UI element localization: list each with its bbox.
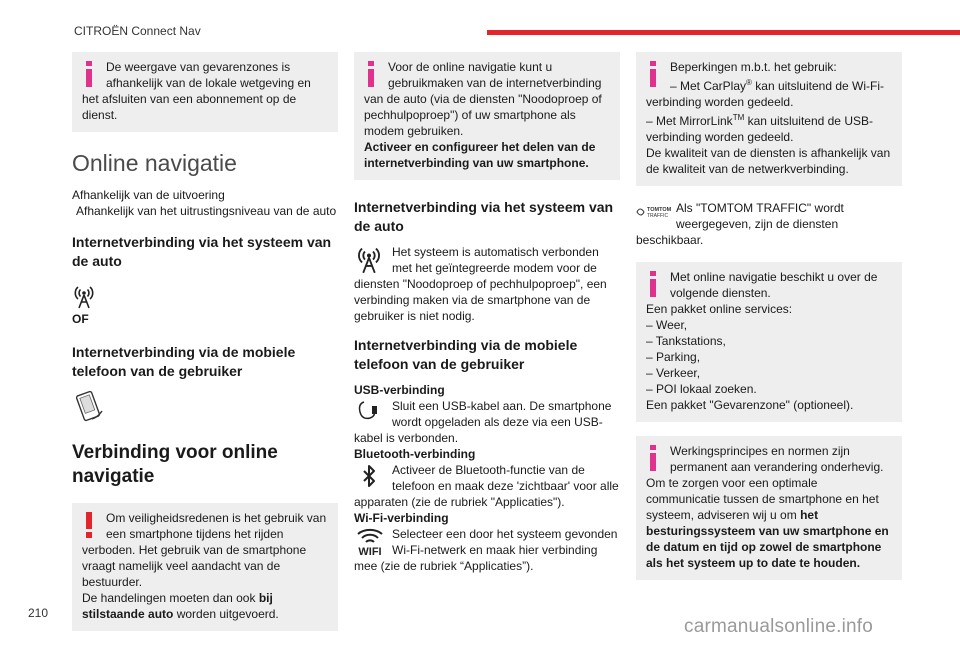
info-text: De weergave van gevarenzones is afhankelijk van de lokale wetgeving en het afsluiten van een abonnement op de dienst. bbox=[82, 60, 311, 122]
network-icon bbox=[72, 283, 96, 307]
limits-title: Beperkingen m.b.t. het gebruik: bbox=[670, 60, 837, 74]
info-icon bbox=[646, 61, 664, 87]
header-title: CITROËN Connect Nav bbox=[74, 24, 201, 38]
limits-mirrorlink: – Met MirrorLink™ kan uitsluitend de USB-verbinding worden gedeeld. bbox=[646, 113, 873, 144]
services-pack: Een pakket online services: bbox=[646, 302, 793, 316]
header-bar bbox=[487, 30, 960, 35]
info-box-online-navigation bbox=[354, 52, 620, 180]
column-1 bbox=[72, 52, 338, 645]
or-label: OF bbox=[72, 312, 89, 326]
services-hazard: Een pakket "Gevarenzone" (optioneel). bbox=[646, 398, 854, 412]
heading-phone-connection: Internetverbinding via de mobiele telefoon van de gebruiker bbox=[72, 344, 296, 379]
system-paragraph bbox=[354, 244, 620, 324]
info-box-limitations bbox=[636, 52, 902, 186]
watermark: carmanualsonline.info bbox=[684, 616, 874, 637]
heading-connection-online-navigation: Verbinding voor online navigatie bbox=[72, 442, 278, 487]
limits-carplay: – Met CarPlay® kan uitsluitend de Wi-Fi-verbinding worden gedeeld. bbox=[646, 78, 884, 109]
warning-box-safety bbox=[72, 503, 338, 631]
usb-text: Sluit een USB-kabel aan. De smartphone wordt opgeladen als deze via een USB-kabel is verbonden. bbox=[354, 399, 612, 445]
svg-text:TRAFFIC: TRAFFIC bbox=[647, 213, 669, 219]
warning-icon bbox=[82, 512, 100, 538]
info-icon bbox=[646, 271, 664, 297]
service-item: – Tankstations, bbox=[646, 334, 726, 348]
info-box-hazard-zones bbox=[72, 52, 338, 132]
usb-cable-icon bbox=[354, 398, 388, 424]
bluetooth-paragraph bbox=[354, 462, 620, 510]
wifi-icon-label: WIFI bbox=[358, 546, 382, 556]
heading-system-connection: Internetverbinding via het systeem van de auto bbox=[72, 234, 332, 269]
section-title-online-navigation: Online navigatie bbox=[72, 150, 237, 176]
availability-1: Afhankelijk van de uitvoering bbox=[72, 188, 225, 202]
principles-text-1: Werkingsprincipes en normen zijn permanent aan verandering onderhevig. bbox=[670, 444, 884, 474]
tomtom-traffic-logo bbox=[636, 204, 672, 220]
availability-2: Afhankelijk van het uitrustingsniveau van de auto bbox=[76, 204, 337, 218]
info-icon bbox=[364, 61, 382, 87]
wifi-icon bbox=[354, 526, 388, 556]
wifi-text: Selecteer een door het systeem gevonden Wi-Fi-netwerk en maak hier verbinding mee (zie de rubriek “Applicaties”). bbox=[354, 527, 618, 573]
usb-title: USB-verbinding bbox=[354, 383, 445, 397]
page-number: 210 bbox=[28, 606, 49, 620]
service-item: – Weer, bbox=[646, 318, 688, 332]
svg-text:TOMTOM: TOMTOM bbox=[647, 207, 672, 213]
info-text-bold: Activeer en configureer het delen van de internetverbinding van uw smartphone. bbox=[364, 140, 596, 170]
usb-paragraph bbox=[354, 398, 620, 446]
warning-text-1: Om veiligheidsredenen is het gebruik van een smartphone tijdens het rijden verboden. Het gebruik van de smartphone vraagt namelijk veel aandacht van de bestuurder. bbox=[82, 511, 327, 589]
system-text: Het systeem is automatisch verbonden met het geïntegreerde modem voor de diensten "Noodoproep of pechhulpoproep", een verbinding maken via de smartphone van de gebruiker is niet nodig. bbox=[354, 245, 607, 323]
heading-system-connection: Internetverbinding via het systeem van de auto bbox=[354, 199, 614, 234]
info-icon bbox=[82, 61, 100, 87]
tomtom-text: Als "TOMTOM TRAFFIC" wordt weergegeven, zijn de diensten beschikbaar. bbox=[636, 201, 844, 247]
service-item: – POI lokaal zoeken. bbox=[646, 382, 757, 396]
wifi-title: Wi-Fi-verbinding bbox=[354, 511, 449, 525]
service-item: – Verkeer, bbox=[646, 366, 701, 380]
bluetooth-text: Activeer de Bluetooth-functie van de telefoon en maak deze 'zichtbaar' voor alle apparaten (zie de rubriek "Applicaties"). bbox=[354, 463, 619, 509]
wifi-paragraph bbox=[354, 526, 620, 574]
tomtom-paragraph bbox=[636, 200, 902, 248]
service-item: – Parking, bbox=[646, 350, 701, 364]
heading-phone-connection: Internetverbinding via de mobiele telefoon van de gebruiker bbox=[354, 337, 578, 372]
bluetooth-icon bbox=[354, 462, 388, 492]
services-intro: Met online navigatie beschikt u over de volgende diensten. bbox=[670, 270, 878, 300]
info-icon bbox=[646, 445, 664, 471]
bluetooth-title: Bluetooth-verbinding bbox=[354, 447, 476, 461]
principles-text-2: Om te zorgen voor een optimale communicatie tussen de smartphone en het systeem, adviseren wij u om het besturingssysteem van uw smartphone en de datum en tijd op zowel de smartphone als het systeem up to date te houden. bbox=[646, 476, 889, 570]
smartphone-icon bbox=[72, 389, 106, 423]
column-2 bbox=[354, 52, 620, 574]
info-box-services bbox=[636, 262, 902, 422]
column-3 bbox=[636, 52, 902, 594]
limits-quality: De kwaliteit van de diensten is afhankelijk van de kwaliteit van de netwerkverbinding. bbox=[646, 146, 891, 176]
info-box-principles bbox=[636, 436, 902, 580]
network-icon bbox=[354, 244, 388, 274]
warning-text-2: De handelingen moeten dan ook bij stilstaande auto worden uitgevoerd. bbox=[82, 591, 279, 621]
info-text: Voor de online navigatie kunt u gebruikmaken van de internetverbinding van de auto (via de diensten "Noodoproep of pechhulpoproep") of uw smartphone als modem gebruiken. bbox=[364, 60, 602, 138]
